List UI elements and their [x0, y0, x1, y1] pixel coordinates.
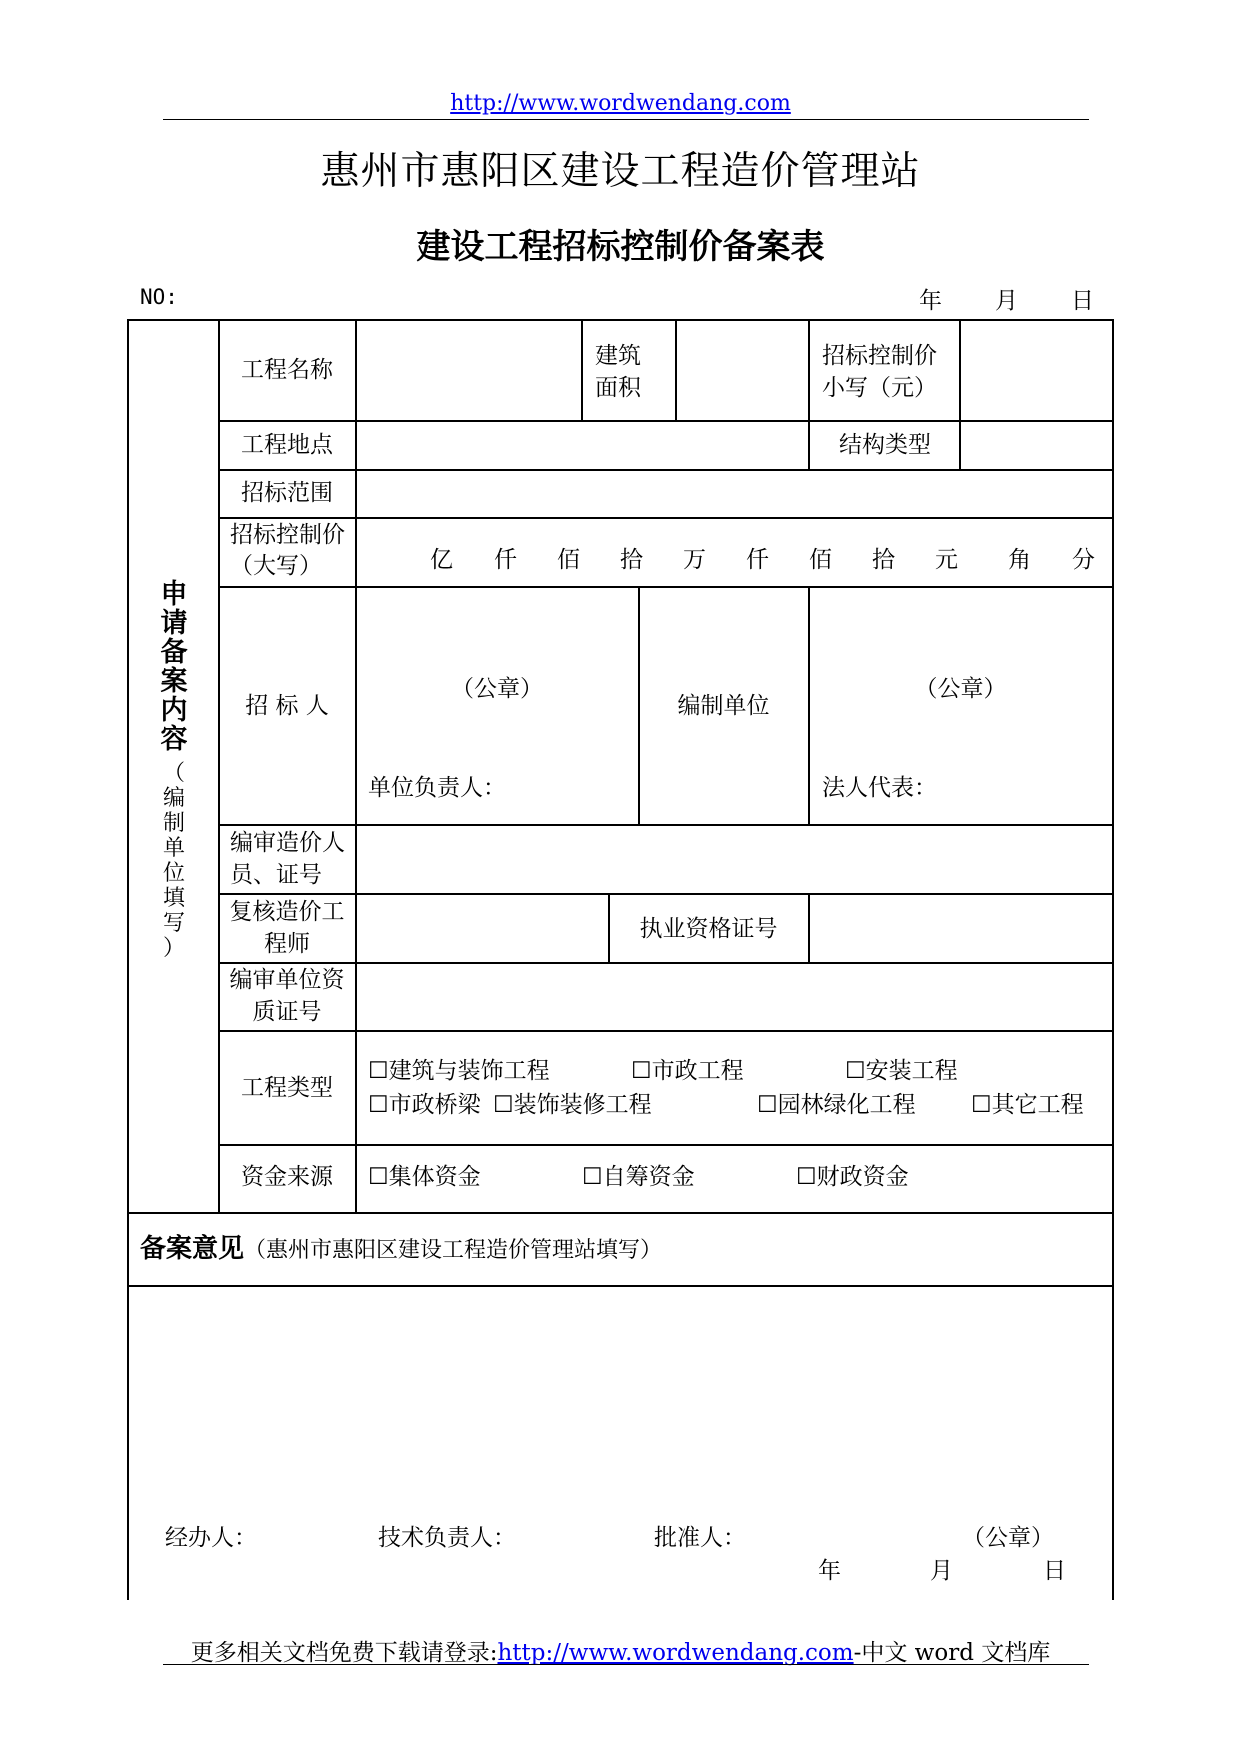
structure-type-field[interactable]	[960, 421, 1112, 469]
bid-scope-label: 招标范围	[241, 480, 333, 506]
cost-staff-field[interactable]	[356, 825, 1112, 893]
side-note	[160, 761, 188, 961]
side-main-label: 申请备案内容	[160, 579, 188, 755]
side-divider	[218, 319, 220, 1212]
opinion-label: 备案意见	[140, 1234, 245, 1264]
project-name-label: 工程名称	[241, 357, 333, 383]
footer-link[interactable]: http://www.wordwendang.com	[497, 1640, 854, 1666]
unit-yuan: 元	[935, 547, 958, 573]
type-option-other[interactable]: ☐其它工程	[971, 1092, 1084, 1118]
h-8	[218, 1030, 1113, 1032]
footer-rule	[163, 1664, 1089, 1665]
v-r5-b	[808, 586, 810, 824]
unit-yi: 亿	[430, 547, 453, 573]
legal-rep-label[interactable]: 法人代表：	[822, 775, 937, 801]
opinion-note: （惠州市惠阳区建设工程造价管理站填写）	[244, 1238, 663, 1263]
cost-staff-label: 编审造价人员、证号	[230, 830, 345, 888]
type-option-building[interactable]: ☐建筑与装饰工程	[368, 1058, 550, 1084]
review-engineer-label: 复核造价工程师	[229, 899, 345, 957]
type-option-landscape[interactable]: ☐园林绿化工程	[757, 1092, 916, 1118]
unit-shi-2: 拾	[872, 547, 895, 573]
unit-qualification-field[interactable]	[356, 963, 1112, 1030]
handler-label: 经办人：	[165, 1525, 257, 1551]
opinion-seal: （公章）	[962, 1525, 1054, 1551]
side-paren-open: （	[162, 761, 185, 786]
tenderer-label: 招 标 人	[245, 693, 329, 719]
type-option-municipal[interactable]: ☐市政工程	[631, 1058, 744, 1084]
h-9	[218, 1144, 1113, 1146]
opinion-heading	[140, 1233, 662, 1267]
h-4	[218, 586, 1113, 588]
unit-qian-1: 仟	[494, 547, 517, 573]
side-paren-close: ）	[162, 936, 185, 961]
project-location-field[interactable]	[356, 421, 808, 469]
fund-source-label: 资金来源	[241, 1164, 333, 1190]
border-right	[1112, 319, 1114, 1600]
building-area-label: 建筑面积	[595, 343, 641, 401]
fund-option-collective[interactable]: ☐集体资金	[368, 1164, 481, 1190]
opinion-day: 日	[1043, 1558, 1066, 1584]
day-label: 日	[1071, 288, 1094, 314]
header-rule	[163, 119, 1089, 120]
year-label: 年	[919, 288, 942, 314]
qualification-cert-label: 执业资格证号	[639, 916, 778, 942]
qualification-cert-field[interactable]	[809, 894, 1112, 962]
unit-head-label[interactable]: 单位负责人：	[368, 775, 506, 801]
building-area-field[interactable]	[676, 321, 808, 420]
structure-type-label: 结构类型	[839, 432, 931, 458]
fund-option-self[interactable]: ☐自筹资金	[582, 1164, 695, 1190]
form-title: 建设工程招标控制价备案表	[416, 227, 825, 267]
footer-suffix: -中文 word 文档库	[853, 1640, 1051, 1666]
v-r1-a	[581, 319, 583, 420]
control-price-small-field[interactable]	[960, 321, 1112, 420]
header-link[interactable]: http://www.wordwendang.com	[450, 91, 791, 116]
unit-qualification-label: 编审单位资质证号	[229, 967, 345, 1025]
project-name-field[interactable]	[356, 321, 581, 420]
fund-option-fiscal[interactable]: ☐财政资金	[796, 1164, 909, 1190]
type-option-decoration[interactable]: ☐装饰装修工程	[493, 1092, 652, 1118]
control-price-small-label: 招标控制价小写（元）	[822, 343, 937, 401]
unit-jiao: 角	[1008, 547, 1031, 573]
org-title: 惠州市惠阳区建设工程造价管理站	[320, 149, 921, 194]
header-url[interactable]	[0, 91, 1241, 116]
unit-shi-1: 拾	[620, 547, 643, 573]
project-location-label: 工程地点	[241, 432, 333, 458]
seal-2: （公章）	[914, 676, 1007, 702]
unit-fen: 分	[1072, 547, 1095, 573]
unit-bai-1: 佰	[557, 547, 580, 573]
v-r1-c	[808, 319, 810, 469]
opinion-field[interactable]	[129, 1287, 1112, 1517]
project-type-label: 工程类型	[241, 1075, 333, 1101]
type-option-bridge[interactable]: ☐市政桥梁	[368, 1092, 481, 1118]
control-price-capital-label: 招标控制价（大写）	[230, 522, 345, 579]
h-3	[218, 517, 1113, 519]
no-label: NO:	[140, 285, 178, 309]
seal-1: （公章）	[451, 676, 543, 702]
unit-qian-2: 仟	[746, 547, 769, 573]
unit-bai-2: 佰	[809, 547, 832, 573]
footer-prefix: 更多相关文档免费下载请登录:	[190, 1640, 498, 1666]
review-engineer-field[interactable]	[356, 894, 608, 962]
unit-wan: 万	[683, 547, 706, 573]
opinion-year: 年	[818, 1558, 841, 1584]
compiling-unit-label: 编制单位	[677, 693, 770, 719]
month-label: 月	[995, 288, 1018, 314]
bid-scope-field[interactable]	[356, 470, 1112, 517]
tech-lead-label: 技术负责人：	[378, 1525, 516, 1551]
type-option-installation[interactable]: ☐安装工程	[845, 1058, 958, 1084]
h-10	[127, 1212, 1114, 1214]
approver-label: 批准人：	[654, 1525, 746, 1551]
footer	[0, 1634, 1241, 1667]
side-note-text: 编制单位填写	[162, 786, 185, 936]
opinion-month: 月	[930, 1558, 953, 1584]
